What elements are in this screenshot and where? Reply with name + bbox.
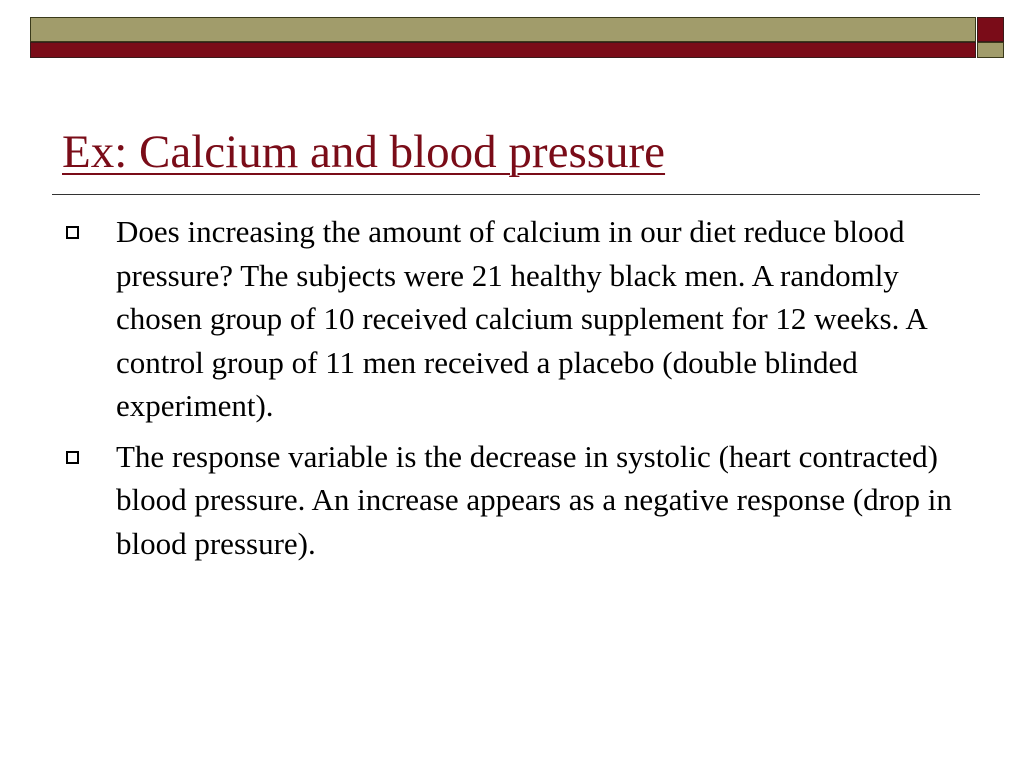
- bullet-list: [66, 210, 966, 572]
- hollow-square-bullet-icon: [66, 226, 79, 239]
- bullet-item: [66, 210, 966, 428]
- bullet-text: Does increasing the amount of calcium in our diet reduce blood pressure? The subjects were 21 healthy black men. A randomly chosen group of 10 received calcium supplement for 12 weeks. A control group of 11 men received a placebo (double blinded experiment).: [116, 214, 927, 423]
- bullet-item: [66, 435, 966, 566]
- slide-title: Ex: Calcium and blood pressure: [62, 126, 666, 178]
- hollow-square-bullet-icon: [66, 451, 79, 464]
- title-divider: [52, 194, 980, 195]
- header-olive-bar: [30, 17, 976, 42]
- header-decoration: [0, 0, 1024, 70]
- corner-maroon-square: [977, 17, 1004, 42]
- header-maroon-bar: [30, 42, 976, 58]
- bullet-text: The response variable is the decrease in systolic (heart contracted) blood pressure. An increase appears as a negative response (drop in blood pressure).: [116, 438, 952, 561]
- corner-olive-square: [977, 42, 1004, 58]
